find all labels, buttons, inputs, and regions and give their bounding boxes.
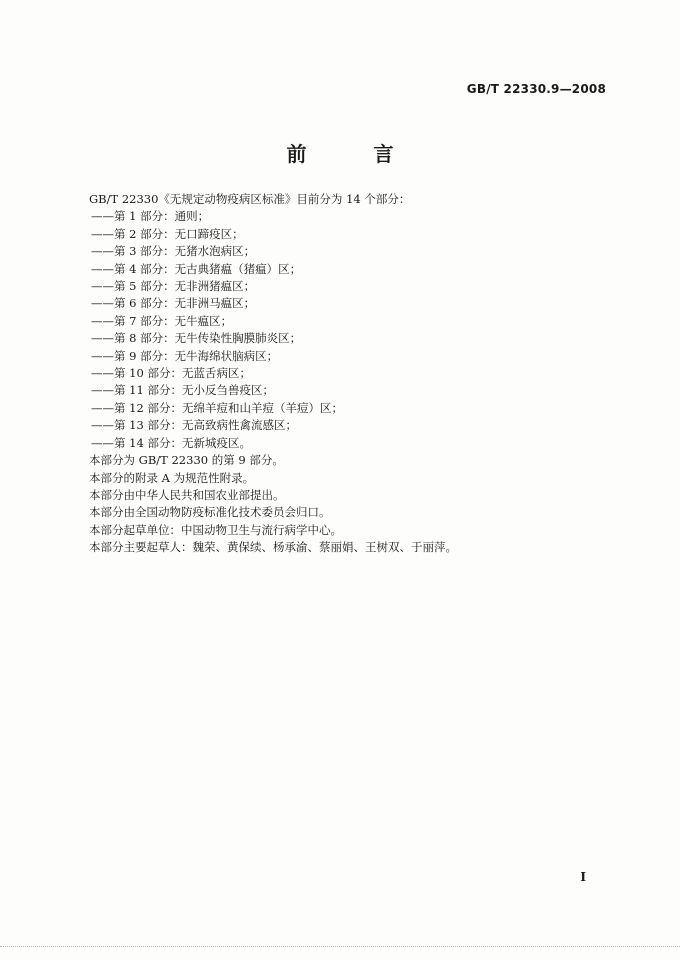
part-item: ——第 2 部分：无口蹄疫区； <box>91 226 244 241</box>
statement-line: 本部分由中华人民共和国农业部提出。 <box>89 487 285 502</box>
statement-line: 本部分为 GB/T 22330 的第 9 部分。 <box>89 453 284 468</box>
part-item: ——第 3 部分：无猪水泡病区； <box>91 244 256 259</box>
page-title: 前 言 <box>286 142 424 166</box>
standard-code: GB/T 22330.9—2008 <box>466 82 606 96</box>
statement-line: 本部分起草单位：中国动物卫生与流行病学中心。 <box>89 522 342 537</box>
part-item: ——第 5 部分：无非洲猪瘟区； <box>91 279 256 294</box>
part-item: ——第 13 部分：无高致病性禽流感区； <box>91 418 297 433</box>
intro-line: GB/T 22330《无规定动物疫病区标准》目前分为 14 个部分： <box>89 192 411 206</box>
foreword-body <box>89 191 609 557</box>
scan-edge-divider <box>0 946 680 947</box>
part-item: ——第 10 部分：无蓝舌病区； <box>91 366 251 381</box>
part-item: ——第 8 部分：无牛传染性胸膜肺炎区； <box>91 331 302 346</box>
statement-line: 本部分主要起草人：魏荣、黄保续、杨承渝、蔡丽娟、王树双、于丽萍。 <box>89 540 457 555</box>
part-item: ——第 11 部分：无小反刍兽疫区； <box>91 383 274 398</box>
part-item: ——第 6 部分：无非洲马瘟区； <box>91 296 256 311</box>
part-item: ——第 7 部分：无牛瘟区； <box>91 313 233 328</box>
part-item: ——第 9 部分：无牛海绵状脑病区； <box>91 348 279 363</box>
statement-line: 本部分由全国动物防疫标准化技术委员会归口。 <box>89 505 331 520</box>
part-item: ——第 12 部分：无绵羊痘和山羊痘（羊痘）区； <box>91 400 343 415</box>
part-item: ——第 4 部分：无古典猪瘟（猪瘟）区； <box>91 261 302 276</box>
statement-line: 本部分的附录 A 为规范性附录。 <box>89 470 255 485</box>
part-item: ——第 1 部分：通则； <box>91 209 210 224</box>
page-number: I <box>580 870 586 884</box>
part-item: ——第 14 部分：无新城疫区。 <box>91 435 251 450</box>
